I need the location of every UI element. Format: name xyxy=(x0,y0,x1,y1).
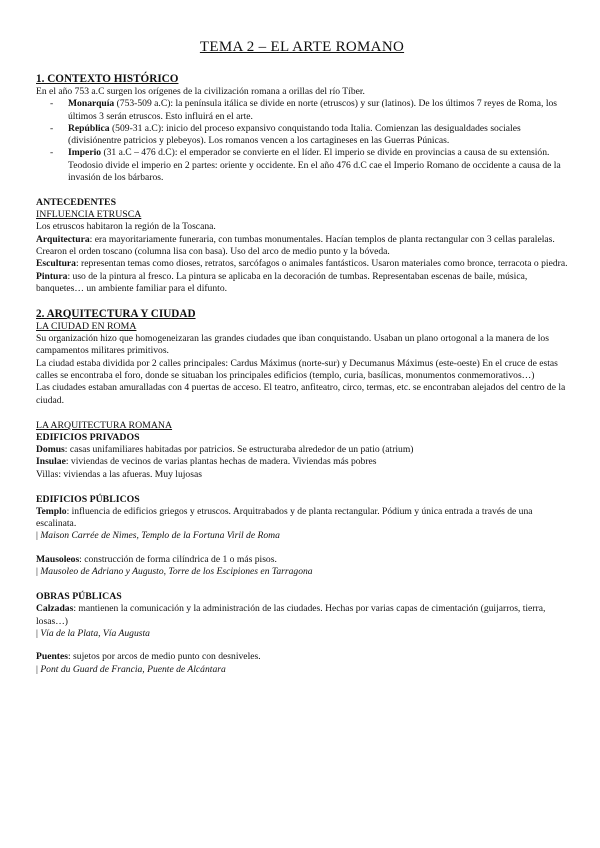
term-pintura: Pintura xyxy=(36,270,68,282)
term-puentes: Puentes xyxy=(36,651,68,663)
citation-bar: | xyxy=(36,530,38,542)
document-title: TEMA 2 – EL ARTE ROMANO xyxy=(199,39,405,55)
citation-bar: | xyxy=(36,566,38,578)
term-text: : sujetos por arcos de medio punto con desniveles. xyxy=(67,651,261,663)
citation-text: Vía de la Plata, Vía Augusta xyxy=(37,627,150,639)
paragraph xyxy=(36,456,568,468)
term-republica: República xyxy=(68,122,110,134)
example-citation xyxy=(36,664,568,676)
section-heading-contexto: 1. CONTEXTO HISTÓRICO xyxy=(36,73,179,85)
term-text: : uso de la pintura al fresco. La pintura se aplicaba en la decoración de tumbas. Representaban escenas de baile, música, banquetes… un ambiente familiar para el difunto. xyxy=(36,270,528,294)
edificios-privados-heading: EDIFICIOS PRIVADOS xyxy=(36,431,140,443)
term-imperio: Imperio xyxy=(68,147,102,159)
edificios-publicos-heading: EDIFICIOS PÚBLICOS xyxy=(36,493,140,505)
list-item xyxy=(68,123,568,148)
example-citation xyxy=(36,530,568,542)
term-text: : representan temas como dioses, retratos, sarcófagos o animales fantásticos. Usaron materiales como bronce, terracota o piedra. xyxy=(75,258,568,270)
paragraph: La ciudad estaba dividida por 2 calles principales: Cardus Máximus (norte-sur) y Decumanus Máximus (este-oeste) En el cruce de estas calles se encontraba el foro, donde se situaban los principales edificios (templo, curia, basílicas, monumentos conmemorativos…) xyxy=(36,357,558,382)
term-arquitectura: Arquitectura xyxy=(36,233,90,245)
paragraph xyxy=(36,651,568,663)
term-mausoleos: Mausoleos xyxy=(36,553,80,565)
citation-text: Mausoleo de Adriano y Augusto, Torre de los Escipiones en Tarragona xyxy=(37,566,313,578)
term-text: (753-509 a.C): la península itálica se divide en norte (etruscos) y sur (latinos). De los últimos 7 reyes de Roma, los últimos 3 serán etruscos. Esto influirá en el arte. xyxy=(68,98,558,122)
citation-text: Maison Carrée de Nimes, Templo de la Fortuna Viril de Roma xyxy=(37,530,280,542)
contexto-intro: En el año 753 a.C surgen los orígenes de la civilización romana a orillas del río Tíber. xyxy=(36,86,365,97)
term-text: : construcción de forma cilíndrica de 1 o más pisos. xyxy=(79,553,277,565)
influencia-etrusca-heading: INFLUENCIA ETRUSCA xyxy=(36,209,142,221)
ciudad-roma-heading: LA CIUDAD EN ROMA xyxy=(36,321,137,333)
contexto-list xyxy=(36,98,568,184)
term-text: : mantienen la comunicación y la administración de las ciudades. Hechas por varias capas de cimentación (guijarros, tierra, losas…) xyxy=(36,603,546,627)
term-text: (31 a.C – 476 d.C): el emperador se convierte en el líder. El imperio se divide en provincias a causa de su extensión. Teodosio divide el imperio en 2 partes: oriente y occidente. En el año 476 d.C cae el Imperio Romano de occidente a causa de la invasión de los bárbaros. xyxy=(68,147,561,184)
arquitectura-romana-heading: LA ARQUITECTURA ROMANA xyxy=(36,419,173,431)
paragraph xyxy=(36,506,568,531)
term-insulae: Insulae xyxy=(36,456,66,468)
obras-publicas-heading: OBRAS PÚBLICAS xyxy=(36,591,122,603)
list-item xyxy=(68,98,568,123)
citation-bar: | xyxy=(36,627,38,639)
term-monarquia: Monarquía xyxy=(68,98,115,110)
paragraph xyxy=(36,258,568,270)
example-citation xyxy=(36,628,568,640)
list-item xyxy=(68,147,568,184)
antecedentes-intro: Los etruscos habitaron la región de la Toscana. xyxy=(36,221,216,233)
antecedentes-heading: ANTECEDENTES xyxy=(36,197,117,209)
citation-bar: | xyxy=(36,663,38,675)
section-heading-arquitectura-ciudad: 2. ARQUITECTURA Y CIUDAD xyxy=(36,308,196,321)
term-escultura: Escultura xyxy=(36,258,76,270)
term-domus: Domus xyxy=(36,443,65,455)
term-text: : influencia de edificios griegos y etruscos. Arquitrabados y de planta rectangular. Pódium y única entrada a través de una escalinata. xyxy=(36,505,533,530)
citation-text: Pont du Guard de Francia, Puente de Alcántara xyxy=(37,663,226,675)
term-templo: Templo xyxy=(36,505,67,517)
term-text: : viviendas de vecinos de varias plantas hechas de madera. Viviendas más pobres xyxy=(65,456,377,468)
term-text: : casas unifamiliares habitadas por patricios. Se estructuraba alrededor de un patio (atrium) xyxy=(64,443,414,455)
paragraph xyxy=(36,603,568,628)
paragraph: Las ciudades estaban amuralladas con 4 puertas de acceso. El teatro, anfiteatro, circo, termas, etc. se encontraban alejados del centro de la ciudad. xyxy=(36,382,566,406)
paragraph xyxy=(36,271,568,296)
paragraph xyxy=(36,554,568,566)
document-page xyxy=(36,38,568,676)
paragraph xyxy=(36,444,568,456)
example-citation xyxy=(36,566,568,578)
term-calzadas: Calzadas xyxy=(36,603,74,615)
paragraph-villas: Villas: viviendas a las afueras. Muy lujosas xyxy=(36,468,202,480)
paragraph xyxy=(36,234,568,259)
term-text: : era mayoritariamente funeraria, con tumbas monumentales. Hacían templos de planta rectangular con 3 cellas paralelas. Crearon el orden toscano (columna lisa con basa). Uso del arco de medio punto y la bóveda. xyxy=(36,233,555,257)
paragraph: Su organización hizo que homogeneizaran las grandes ciudades que iban conquistando. Usaban un plano ortogonal a la manera de los campamentos militares primitivos. xyxy=(36,333,549,357)
term-text: (509-31 a.C): inicio del proceso expansivo conquistando toda Italia. Comienzan las desigualdades sociales (divisiónentre patricios y plebeyos). Los romanos vencen a los cartagineses en las Guerras Púnicas. xyxy=(68,122,521,147)
